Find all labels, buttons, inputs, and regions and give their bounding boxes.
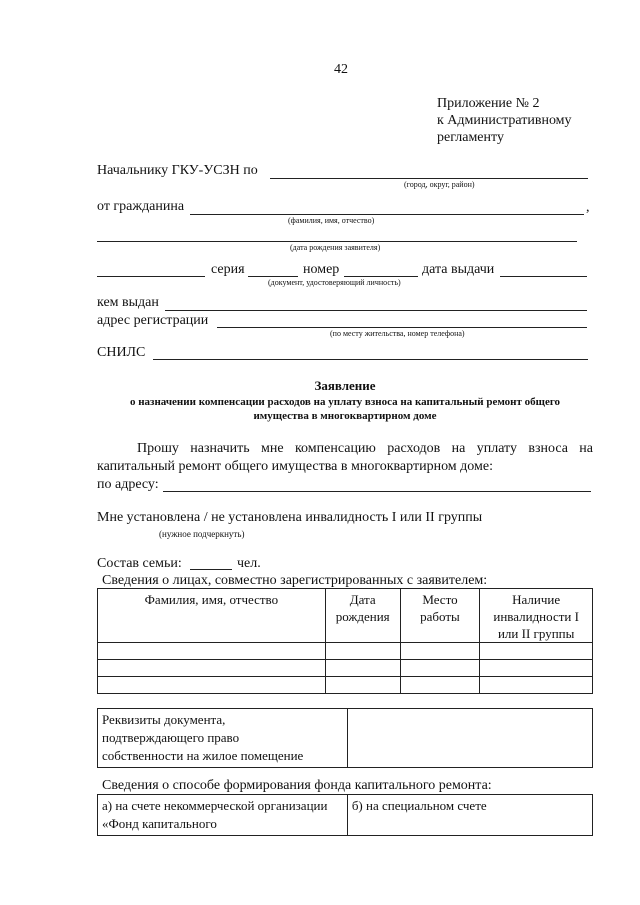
appendix-line-1: Приложение № 2 [437,96,540,111]
series-label: серия [211,262,245,277]
column-header-birth: Дата рождения [335,592,390,624]
series-line[interactable] [248,276,298,277]
issued-by-line[interactable] [165,310,587,311]
from-hint: (фамилия, имя, отчество) [288,216,375,225]
by-address-label: по адресу: [97,477,159,492]
number-label: номер [303,262,340,277]
table-row[interactable] [98,660,593,677]
cohabitants-table [97,588,593,694]
to-label: Начальнику ГКУ-УСЗН по [97,163,258,178]
doc-hint: (документ, удостоверяющий личность) [268,278,401,287]
document-title: Заявление [314,378,376,393]
table-cell[interactable] [400,643,480,660]
address-hint: (по месту жительства, номер телефона) [330,329,465,338]
table-cell[interactable] [480,643,593,660]
snils-line[interactable] [153,359,588,360]
disability-statement[interactable]: Мне установлена / не установлена инвалидность I или II группы [97,510,483,525]
issue-date-line[interactable] [500,276,587,277]
table-row[interactable] [98,643,593,660]
table-cell[interactable] [325,677,400,694]
table-cell[interactable] [98,660,326,677]
fund-option-a[interactable]: а) на счете некоммерческой организации «Фонд капитального [102,798,328,831]
table-cell[interactable] [480,660,593,677]
request-line-2: капитальный ремонт общего имущества в многоквартирном доме: [97,459,493,474]
column-header-work: Место работы [420,592,460,624]
disability-hint: (нужное подчеркнуть) [159,529,245,539]
to-field-line[interactable] [270,178,588,179]
ownership-document-label: Реквизиты документа, подтверждающего право собственности на жилое помещение [102,712,304,763]
from-label: от гражданина [97,199,185,214]
column-header-disability: Наличие инвалидности I или II группы [493,592,579,641]
family-size-label: Состав семьи: [97,556,182,571]
table-cell[interactable] [480,677,593,694]
to-hint: (город, округ, район) [404,180,475,189]
birth-hint: (дата рождения заявителя) [290,243,381,252]
from-comma: , [586,200,590,215]
family-size-line[interactable] [190,569,232,570]
document-subtitle-1: о назначении компенсации расходов на уплату взноса на капитальный ремонт общего [129,396,561,408]
appendix-line-3: регламенту [437,130,504,145]
document-subtitle-2: имущества в многоквартирном доме [253,410,437,422]
table-cell[interactable] [400,660,480,677]
table-cell[interactable] [98,677,326,694]
ownership-document-table [97,708,593,768]
doc-type-line[interactable] [97,276,205,277]
family-size-unit: чел. [237,556,261,571]
ownership-document-value[interactable] [347,709,592,768]
table-row[interactable] [98,677,593,694]
by-address-line[interactable] [163,491,591,492]
snils-label: СНИЛС [97,345,146,360]
table-row [98,795,593,836]
issue-date-label: дата выдачи [422,262,495,277]
table-cell[interactable] [98,643,326,660]
issued-by-label: кем выдан [97,295,159,310]
table-row [98,709,593,768]
from-field-line[interactable] [190,214,584,215]
appendix-line-2: к Административному [437,113,572,128]
table-header-row [98,589,593,643]
fund-option-b[interactable]: б) на специальном счете [351,798,487,813]
table-cell[interactable] [325,660,400,677]
table-cell[interactable] [325,643,400,660]
fund-options-table [97,794,593,836]
birth-field-line[interactable] [97,241,577,242]
registration-address-line[interactable] [217,327,587,328]
registration-address-label: адрес регистрации [97,313,209,328]
fund-method-label: Сведения о способе формирования фонда капитального ремонта: [102,778,492,793]
cohabitants-label: Сведения о лицах, совместно зарегистрированных с заявителем: [102,573,488,588]
request-line-1: Прошу назначить мне компенсацию расходов на уплату взноса на [137,441,593,456]
table-cell[interactable] [400,677,480,694]
column-header-name: Фамилия, имя, отчество [144,592,279,607]
page-number: 42 [334,62,348,77]
number-line[interactable] [344,276,418,277]
